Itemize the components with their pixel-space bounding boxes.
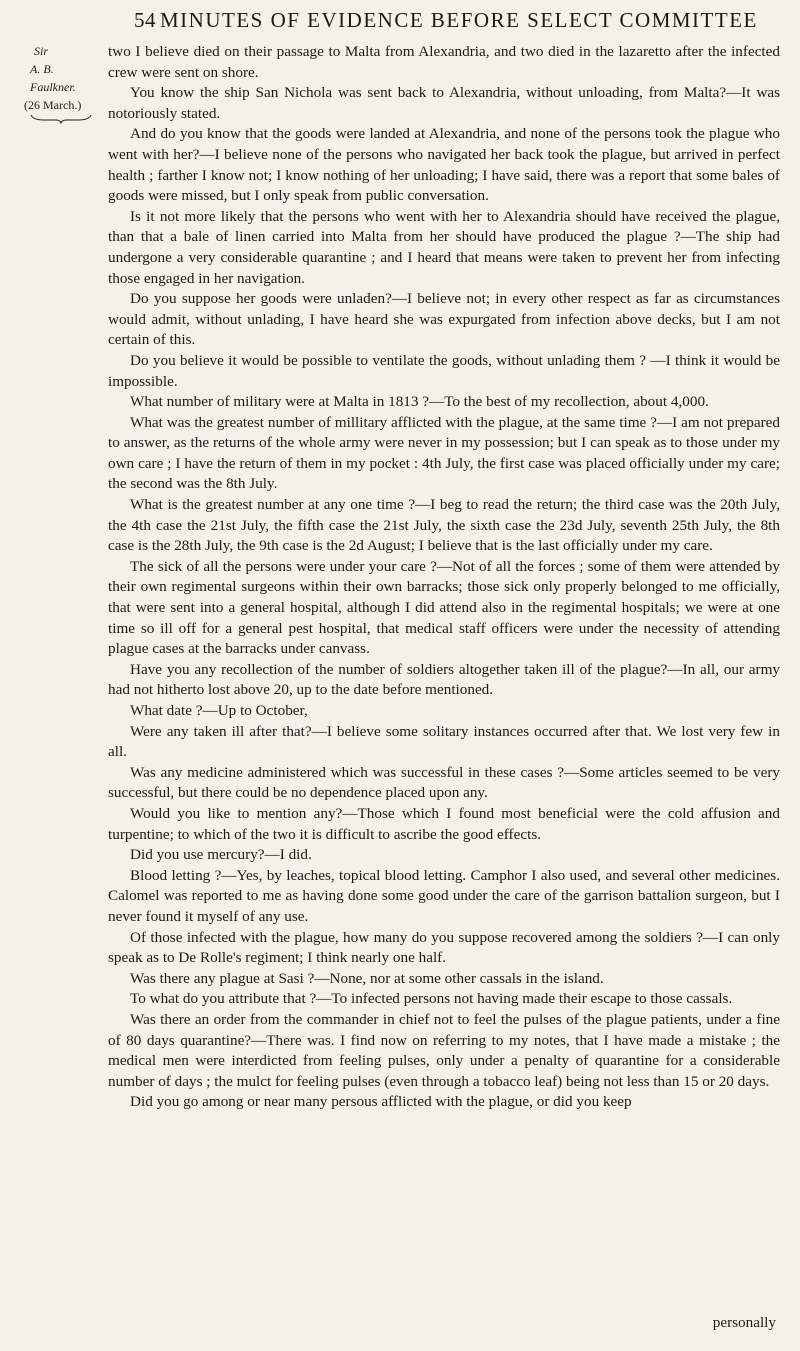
paragraph: Was any medicine administered which was successful in these cases ?—Some articles seemed to be very successful, but there could be no dependence placed upon any.	[108, 763, 780, 802]
paragraph: Do you believe it would be possible to ventilate the goods, without unlading them ? —I think it would be impossible.	[108, 351, 780, 390]
catchword: personally	[712, 1314, 776, 1331]
paragraph: What was the greatest number of millitary afflicted with the plague, at the same time ?—I am not prepared to answer, as the returns of the whole army were never in my possession; but I can speak as to those under my own care ; I have the return of them in my pocket : 4th July, the first case was placed officially under my care; the second was the 8th July.	[108, 413, 780, 493]
page-header	[0, 8, 800, 38]
paragraph: Is it not more likely that the persons who went with her to Alexandria should have received the plague, than that a bale of linen carried into Malta from her should have produced the plague ?—The ship had undergone a very considerable quarantine ; and I heard that means were taken to prevent her from infecting those engaged in her navigation.	[108, 207, 780, 287]
paragraph: To what do you attribute that ?—To infected persons not having made their escape to those cassals.	[130, 990, 733, 1008]
margin-witness-name: A. B. Faulkner.	[30, 62, 76, 94]
paragraph: Would you like to mention any?—Those which I found most beneficial were the cold affusion and turpentine; to which of the two it is difficult to ascribe the good effects.	[108, 804, 780, 843]
margin-honorific: Sir	[34, 44, 49, 58]
paragraph: Have you any recollection of the number of soldiers altogether taken ill of the plague?—In all, our army had not hitherto lost above 20, up to the date before mentioned.	[108, 660, 780, 699]
paragraph: And do you know that the goods were landed at Alexandria, and none of the persons took the plague who went with her?—I believe none of the persons who navigated her back took the plague, but arrived in perfect health ; farther I know not; I know nothing of her unloading; I have said, there was a report that some bales of goods were missed, but I only speak from public conversation.	[108, 125, 780, 205]
page-number: 54	[134, 8, 156, 32]
paragraph: Was there an order from the commander in chief not to feel the pulses of the plague patients, under a fine of 80 days quarantine?—There was. I find now on referring to my notes, that I have made a mistake ; the medical men were interdicted from feeling pulses, only under a penalty of quarantine for a considerable number of days ; the mulct for feeling pulses (even through a tobacco leaf) being not less than 15 or 20 days.	[108, 1010, 780, 1090]
paragraph: What number of military were at Malta in 1813 ?—To the best of my recollection, about 4,000.	[130, 393, 709, 411]
paragraph: The sick of all the persons were under your care ?—Not of all the forces ; some of them were attended by their own regimental surgeons within their own barracks; those sick only properly belonged to me officially, that were sent into a general hospital, although I did attend also in the regimental hospitals; we were at one time so ill off for a general pest hospital, that medical staff officers were under the necessity of attending plague cases at the barracks under canvass.	[108, 557, 780, 658]
margin-brace-icon	[30, 114, 92, 124]
paragraph: What is the greatest number at any one time ?—I beg to read the return; the third case was the 20th July, the 4th case the 21st July, the fifth case the 21st July, the sixth case the 23d July, seventh 25th July, the 8th case is the 28th July, the 9th case is the 2d August; I believe that is the last officially under my care.	[108, 496, 780, 555]
margin-date: (26 March.)	[24, 98, 82, 112]
paragraph: Do you suppose her goods were unladen?—I believe not; in every other respect as far as circumstances would admit, without unlading, I have heard she was expurgated from infection above decks, but I am not certain of this.	[108, 290, 780, 349]
paragraph: Did you use mercury?—I did.	[130, 846, 312, 864]
margin-note	[20, 42, 100, 124]
paragraph: Were any taken ill after that?—I believe some solitary instances occurred after that. We lost very few in all.	[108, 722, 780, 761]
paragraph: What date ?—Up to October,	[130, 702, 308, 719]
running-title: MINUTES OF EVIDENCE BEFORE SELECT COMMITTEE	[160, 8, 758, 32]
paragraph: two I believe died on their passage to Malta from Alexandria, and two died in the lazaretto after the infected crew were sent on shore.	[108, 43, 780, 81]
paragraph: Was there any plague at Sasi ?—None, nor at some other cassals in the island.	[130, 969, 604, 987]
paragraph: Of those infected with the plague, how many do you suppose recovered among the soldiers ?—I can only speak as to De Rolle's regiment; I think nearly one half.	[108, 928, 780, 967]
paragraph: Did you go among or near many persous afflicted with the plague, or did you keep	[130, 1093, 632, 1111]
paragraph: You know the ship San Nichola was sent back to Alexandria, without unloading, from Malta?—It was notoriously stated.	[108, 84, 780, 122]
paragraph: Blood letting ?—Yes, by leaches, topical blood letting. Camphor I also used, and several other medicines. Calomel was reported to me as having done some good under the care of the garrison battalion surgeon, but I never found it myself of any use.	[108, 866, 780, 925]
testimony-text	[108, 42, 780, 1113]
